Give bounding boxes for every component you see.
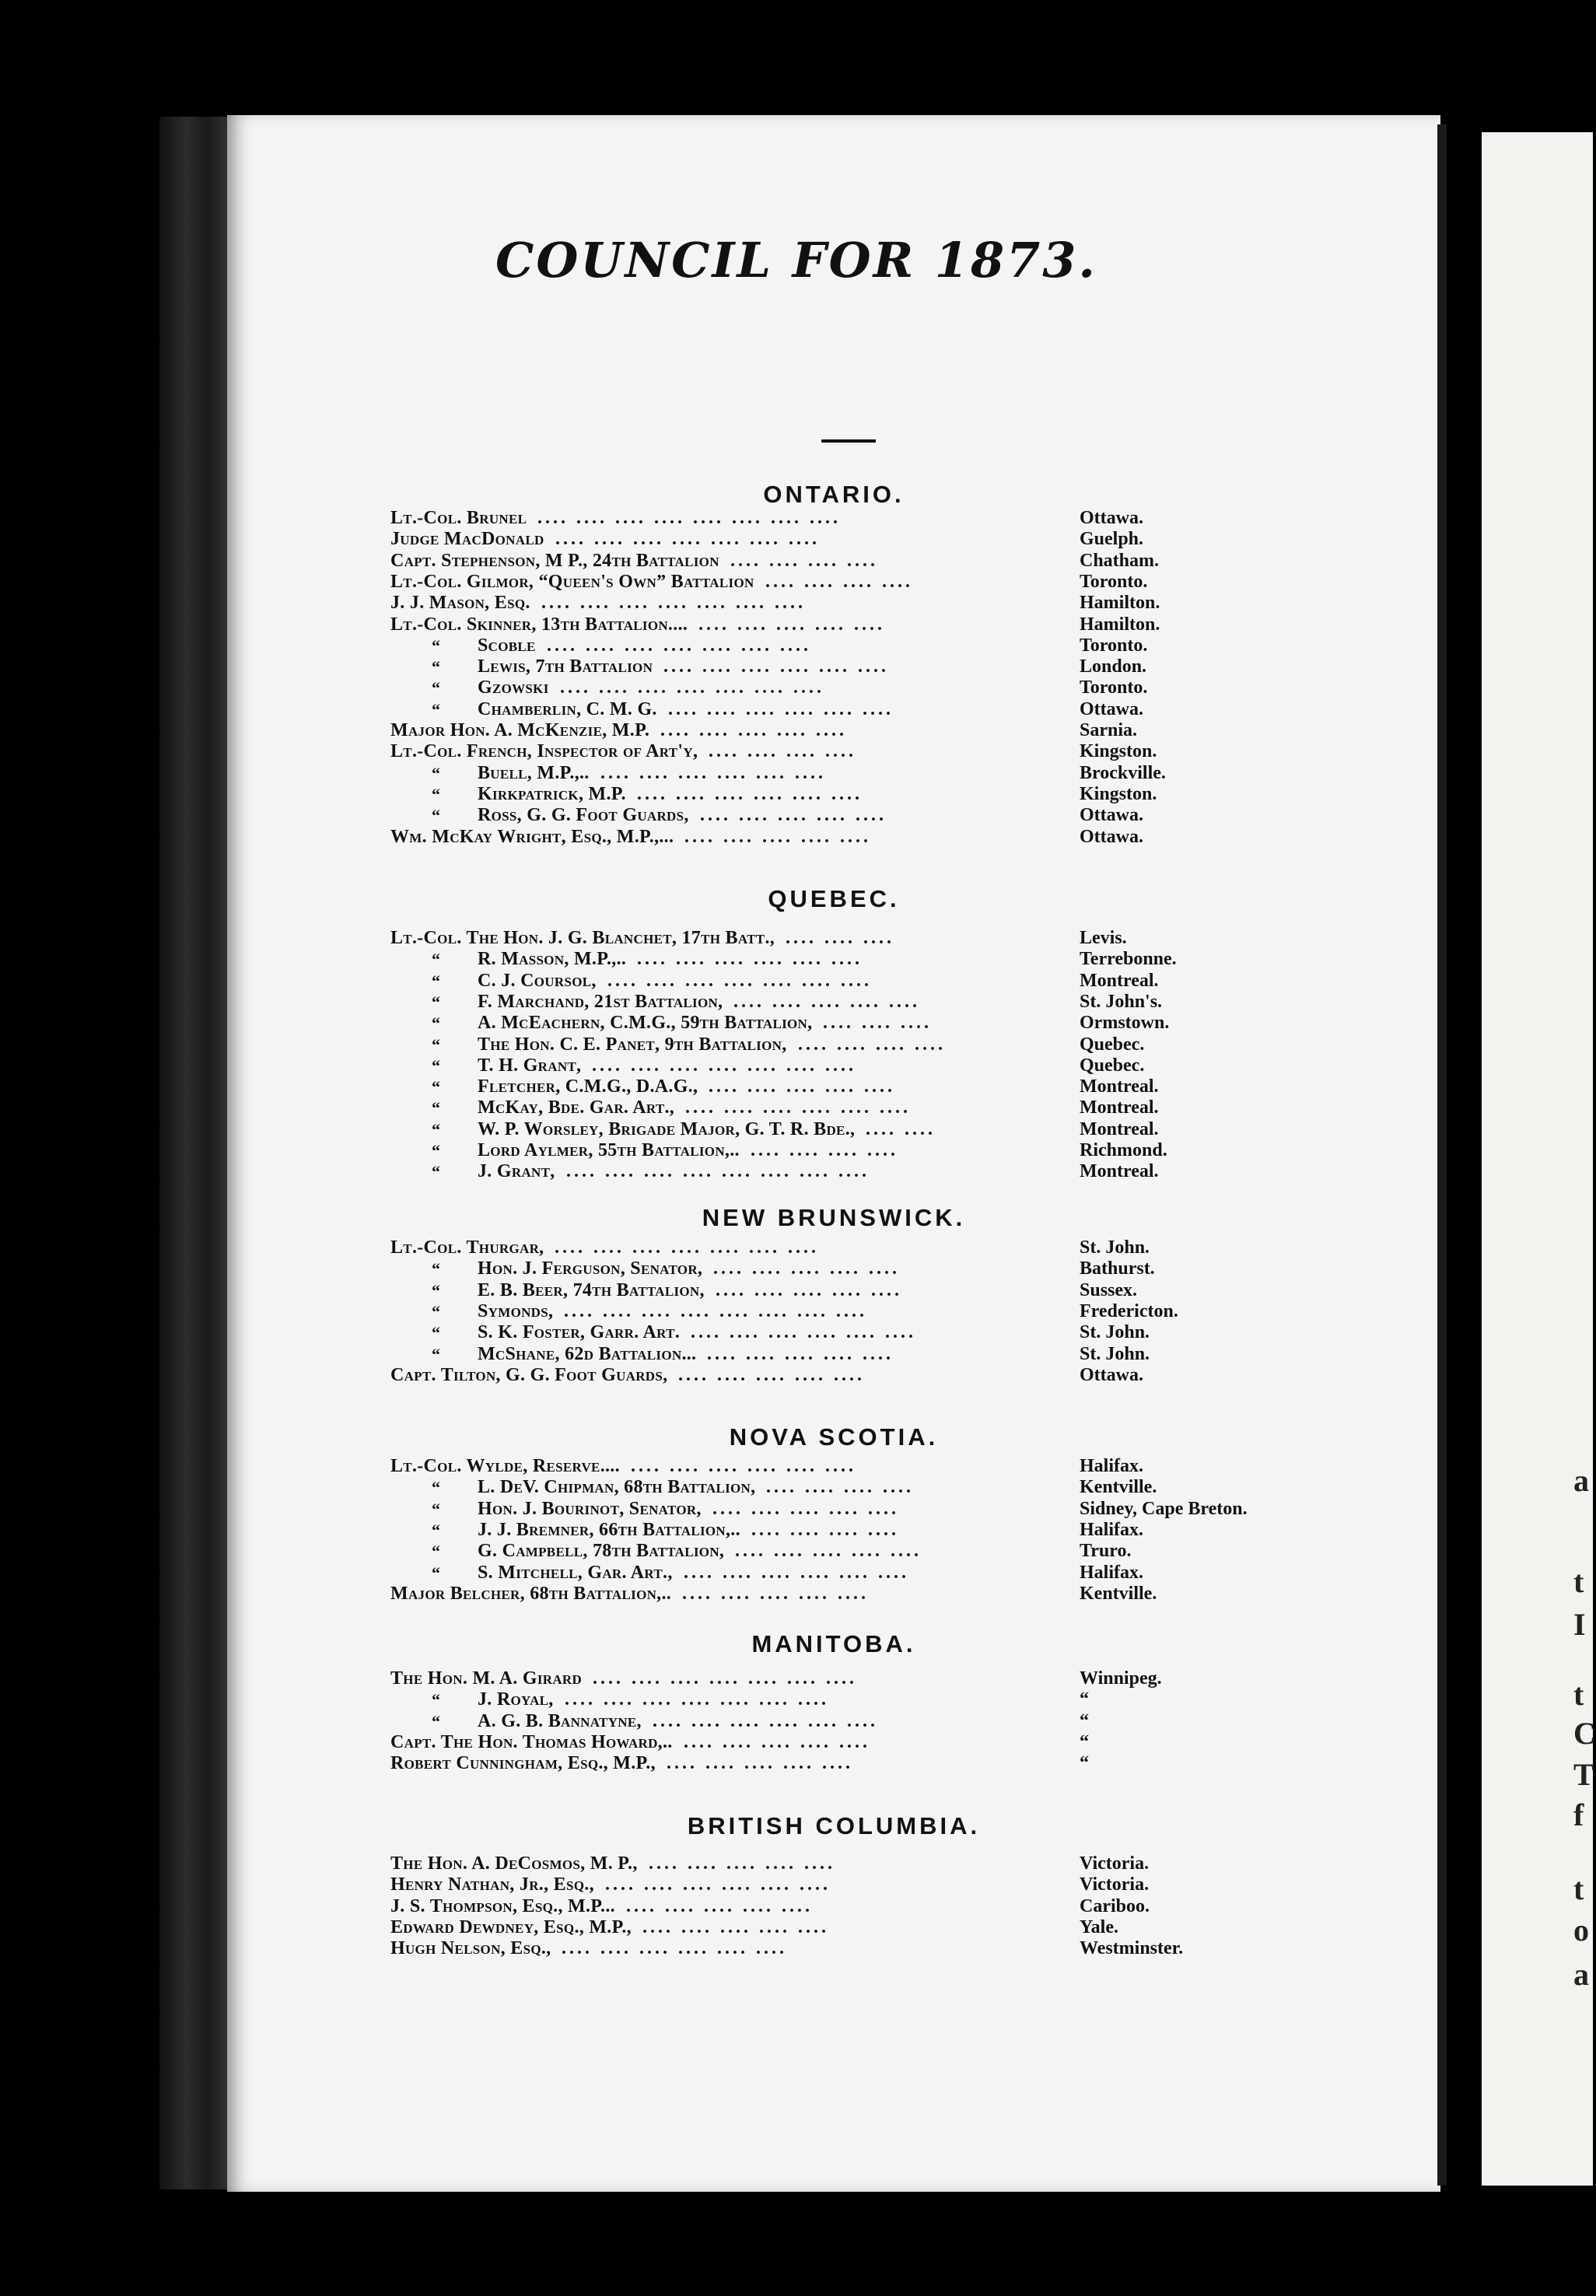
member-name: McKay, Bde. Gar. Art., [478,1097,675,1118]
member-location: Fredericton. [1080,1300,1178,1321]
member-location: “ [1080,1753,1089,1774]
member-location: Ottawa. [1080,508,1143,528]
member-location: Halifax. [1080,1456,1143,1476]
dot-leader: .... .... .... .... [751,1140,898,1160]
member-name: A. McEachern, C.M.G., 59th Battalion, [478,1013,813,1034]
member-name: T. H. Grant, [478,1055,582,1076]
member-name: Lt.-Col. Thurgar, [390,1237,544,1258]
member-name: F. Marchand, 21st Battalion, [478,991,723,1012]
council-entry [0,1584,1593,1605]
ditto-mark: “ [432,1055,440,1076]
council-entry [0,1161,1593,1182]
member-name: Hon. J. Ferguson, Senator, [478,1258,703,1279]
member-location: Sarnia. [1080,720,1138,740]
member-name: Buell, M.P.,.. [478,762,590,783]
member-name: Lewis, 7th Battalion [478,656,653,677]
dot-leader: .... .... .... .... [766,1477,914,1498]
council-entry [0,1322,1593,1343]
member-name: Lt.-Col. Gilmor, “Queen's Own” Battalion [390,571,754,592]
dot-leader: .... .... .... .... .... [735,1541,922,1562]
dot-leader: .... .... .... .... .... [698,614,885,635]
council-entry [0,741,1593,762]
dot-leader: .... .... .... .... [765,571,913,592]
council-entry [0,805,1593,826]
council-entry [0,1258,1593,1279]
adjacent-page-letter: o [1573,1913,1589,1948]
section-heading: NEW BRUNSWICK. [702,1204,966,1231]
dot-leader: .... .... .... .... .... [660,720,847,740]
council-entry [0,656,1593,677]
member-location: Montreal. [1080,1097,1159,1118]
council-entry [0,572,1593,593]
council-entry [0,949,1593,970]
member-location: Chatham. [1080,550,1160,571]
dot-leader: .... .... .... .... .... .... .... .... [566,1161,870,1182]
member-location: Toronto. [1080,635,1148,656]
page-title: COUNCIL FOR 1873. [495,232,1097,289]
member-location: Sidney, Cape Breton. [1080,1498,1248,1519]
council-entry [0,1753,1593,1774]
member-name: Scoble [478,635,536,656]
ditto-mark: “ [432,678,440,698]
council-entry [0,1541,1593,1562]
dot-leader: .... .... .... .... .... [712,1498,899,1519]
dot-leader: .... .... .... .... .... [733,991,920,1012]
member-location: Montreal. [1080,1118,1159,1139]
council-entry [0,1732,1593,1753]
member-location: Hamilton. [1080,593,1160,614]
section-heading: MANITOBA. [751,1630,916,1657]
member-name: Symonds, [478,1300,554,1321]
member-name: Lt.-Col. French, Inspector of Art'y, [390,741,698,762]
member-location: “ [1080,1710,1089,1731]
member-location: Montreal. [1080,1076,1159,1097]
dot-leader: .... .... .... .... .... .... [637,949,863,970]
council-entry [0,1034,1593,1055]
ditto-mark: “ [432,1520,440,1540]
member-name: Major Belcher, 68th Battalion,.. [390,1583,672,1604]
dot-leader: .... .... .... .... .... [684,826,871,847]
council-entry [0,971,1593,992]
dot-leader: .... .... .... .... .... .... [631,1456,856,1476]
member-name: Hugh Nelson, Esq., [390,1938,551,1959]
member-location: Ottawa. [1080,698,1143,719]
dot-leader: .... .... .... .... .... .... [668,698,894,719]
member-location: “ [1080,1689,1089,1710]
member-location: London. [1080,656,1147,677]
council-entry [0,992,1593,1013]
member-name: The Hon. C. E. Panet, 9th Battalion, [478,1034,787,1055]
member-location: Victoria. [1080,1874,1150,1895]
member-name: Edward Dewdney, Esq., M.P., [390,1916,632,1937]
dot-leader: .... .... .... .... .... [626,1895,813,1916]
dot-leader: .... .... .... .... .... .... .... [565,1689,829,1710]
ditto-mark: “ [432,657,440,677]
member-name: The Hon. M. A. Girard [390,1668,583,1689]
dot-leader: .... .... .... .... .... .... [663,656,889,677]
council-entry [0,1055,1593,1076]
council-entry [0,699,1593,720]
ditto-mark: “ [432,1034,440,1055]
member-location: Sussex. [1080,1279,1138,1300]
dot-leader: .... .... .... .... .... .... .... .... [537,508,841,528]
council-entry [0,1499,1593,1520]
member-name: Henry Nathan, Jr., Esq., [390,1874,594,1895]
member-name: Capt. The Hon. Thomas Howard,.. [390,1731,673,1752]
council-entry [0,508,1593,529]
title-divider [821,439,876,443]
council-entry [0,1917,1593,1938]
ditto-mark: “ [432,950,440,970]
member-location: Toronto. [1080,677,1148,698]
dot-leader: .... .... .... .... .... .... .... [607,970,872,991]
adjacent-page-letter: T [1573,1757,1594,1792]
member-location: Kentville. [1080,1477,1157,1498]
dot-leader: .... .... .... .... [730,550,878,571]
adjacent-page-letter: I [1573,1607,1586,1642]
dot-leader: .... .... .... .... .... .... .... [541,593,806,614]
dot-leader: .... .... .... .... .... .... [653,1710,878,1731]
council-entry [0,1711,1593,1732]
member-location: Ottawa. [1080,1364,1143,1385]
council-entry [0,1013,1593,1034]
member-location: Kingston. [1080,741,1157,762]
dot-leader: .... .... .... .... .... .... [562,1938,787,1959]
member-location: Levis. [1080,928,1127,948]
member-name: R. Masson, M.P.,.. [478,949,627,970]
ditto-mark: “ [432,1119,440,1139]
member-name: J. Grant, [478,1161,555,1182]
ditto-mark: “ [432,1690,440,1710]
member-name: Ross, G. G. Foot Guards, [478,805,689,826]
member-location: Kentville. [1080,1583,1157,1604]
member-name: S. Mitchell, Gar. Art., [478,1562,673,1583]
member-name: Gzowski [478,677,549,698]
member-name: Lt.-Col. Wylde, Reserve.... [390,1456,620,1476]
section-heading: QUEBEC. [768,885,900,912]
council-entry [0,1280,1593,1301]
ditto-mark: “ [432,1013,440,1034]
member-name: G. Campbell, 78th Battalion, [478,1541,725,1562]
member-location: Bathurst. [1080,1258,1155,1279]
dot-leader: .... .... .... .... .... [642,1916,829,1937]
council-entry [0,1237,1593,1258]
dot-leader: .... .... .... .... .... [707,1343,894,1364]
member-name: J. S. Thompson, Esq., M.P... [390,1895,615,1916]
ditto-mark: “ [432,763,440,783]
section-heading: BRITISH COLUMBIA. [687,1812,981,1839]
council-entry [0,1097,1593,1118]
member-location: St. John. [1080,1343,1150,1364]
member-location: Terrebonne. [1080,949,1177,970]
dot-leader: .... .... .... [823,1013,932,1034]
council-entry [0,1301,1593,1322]
ditto-mark: “ [432,635,440,656]
dot-leader: .... .... .... .... [709,741,856,762]
dot-leader: .... .... .... .... .... [667,1753,853,1774]
council-entry [0,1140,1593,1161]
council-entry [0,1520,1593,1541]
member-name: Fletcher, C.M.G., D.A.G., [478,1076,698,1097]
member-location: St. John's. [1080,991,1163,1012]
ditto-mark: “ [432,1563,440,1583]
dot-leader: .... .... .... .... .... [709,1076,895,1097]
council-entry [0,1689,1593,1710]
council-entry [0,1938,1593,1959]
dot-leader: .... .... .... .... .... .... .... [555,529,820,550]
member-name: Wm. McKay Wright, Esq., M.P.,... [390,826,674,847]
member-location: Ottawa. [1080,805,1143,826]
dot-leader: .... .... .... .... [751,1519,899,1540]
member-location: Halifax. [1080,1519,1143,1540]
council-entry [0,1896,1593,1917]
member-location: Richmond. [1080,1140,1167,1160]
dot-leader: .... .... .... .... .... .... .... [547,635,811,656]
ditto-mark: “ [432,1499,440,1519]
dot-leader: .... .... .... .... .... [649,1853,835,1874]
member-name: C. J. Coursol, [478,970,597,991]
member-location: Toronto. [1080,571,1148,592]
dot-leader: .... .... .... .... .... [716,1279,902,1300]
member-name: A. G. B. Bannatyne, [478,1710,642,1731]
member-name: McShane, 62d Battalion... [478,1343,697,1364]
dot-leader: .... .... .... .... .... .... .... [555,1237,819,1258]
council-entry [0,1456,1593,1477]
council-entry [0,1477,1593,1498]
council-entry [0,677,1593,698]
council-entry [0,928,1593,949]
member-name: J. J. Bremner, 66th Battalion,.. [478,1519,740,1540]
member-location: Brockville. [1080,762,1166,783]
section-heading: ONTARIO. [763,481,905,508]
council-entry [0,1874,1593,1895]
adjacent-page-letter: t [1573,1871,1584,1906]
member-name: Capt. Tilton, G. G. Foot Guards, [390,1364,668,1385]
ditto-mark: “ [432,1162,440,1182]
member-name: Lt.-Col. The Hon. J. G. Blanchet, 17th Batt., [390,928,775,948]
member-location: Victoria. [1080,1853,1150,1874]
adjacent-page-letter: f [1573,1797,1584,1832]
dot-leader: .... .... .... .... .... .... [685,1097,911,1118]
council-entry [0,1668,1593,1689]
dot-leader: .... .... .... .... .... .... [605,1874,831,1895]
member-location: Quebec. [1080,1034,1145,1055]
council-entry [0,784,1593,805]
dot-leader: .... .... .... .... [798,1034,946,1055]
member-location: St. John. [1080,1237,1150,1258]
member-location: Ormstown. [1080,1013,1170,1034]
dot-leader: .... .... .... .... .... .... [684,1562,909,1583]
ditto-mark: “ [432,1280,440,1300]
member-location: Winnipeg. [1080,1668,1162,1689]
council-entry [0,551,1593,572]
member-location: Montreal. [1080,1161,1159,1182]
dot-leader: .... .... .... .... .... .... [691,1322,916,1343]
council-entry [0,614,1593,635]
dot-leader: .... .... .... .... .... [684,1731,870,1752]
dot-leader: .... .... .... .... .... [700,805,887,826]
member-name: Kirkpatrick, M.P. [478,783,626,804]
ditto-mark: “ [432,699,440,719]
member-location: Halifax. [1080,1562,1143,1583]
council-entry [0,1344,1593,1365]
member-location: Hamilton. [1080,614,1160,635]
member-name: J. J. Mason, Esq. [390,593,530,614]
member-name: J. Royal, [478,1689,554,1710]
council-entry [0,720,1593,741]
member-name: Chamberlin, C. M. G. [478,698,657,719]
member-location: Montreal. [1080,970,1159,991]
dot-leader: .... .... .... .... .... [678,1364,865,1385]
dot-leader: .... .... .... [786,928,894,948]
ditto-mark: “ [432,1542,440,1562]
council-entry [0,763,1593,784]
member-name: The Hon. A. DeCosmos, M. P., [390,1853,638,1874]
member-name: Lord Aylmer, 55th Battalion,.. [478,1140,740,1160]
ditto-mark: “ [432,1344,440,1364]
member-location: Yale. [1080,1916,1118,1937]
ditto-mark: “ [432,784,440,804]
member-location: Westminster. [1080,1938,1184,1959]
adjacent-page-letter: a [1573,1463,1589,1498]
council-entry [0,529,1593,550]
council-entry [0,593,1593,614]
ditto-mark: “ [432,1077,440,1097]
member-name: S. K. Foster, Garr. Art. [478,1322,681,1343]
member-name: W. P. Worsley, Brigade Major, G. T. R. Bde., [478,1118,856,1139]
member-name: L. DeV. Chipman, 68th Battalion, [478,1477,756,1498]
member-location: Quebec. [1080,1055,1145,1076]
dot-leader: .... .... .... .... .... .... .... .... [564,1300,867,1321]
council-entry [0,827,1593,848]
dot-leader: .... .... .... .... .... .... .... [592,1055,856,1076]
dot-leader: .... .... .... .... .... .... .... [560,677,824,698]
dot-leader: .... .... .... .... .... [713,1258,900,1279]
member-name: Robert Cunningham, Esq., M.P., [390,1753,656,1774]
dot-leader: .... .... .... .... .... .... [600,762,826,783]
member-name: Hon. J. Bourinot, Senator, [478,1498,702,1519]
member-location: Cariboo. [1080,1895,1150,1916]
council-entry [0,1853,1593,1874]
member-name: Lt.-Col. Brunel [390,508,527,528]
council-entry [0,1119,1593,1140]
dot-leader: .... .... .... .... .... .... .... [593,1668,857,1689]
ditto-mark: “ [432,1098,440,1118]
ditto-mark: “ [432,1478,440,1498]
ditto-mark: “ [432,971,440,991]
member-location: Truro. [1080,1541,1132,1562]
council-entry [0,1563,1593,1584]
ditto-mark: “ [432,1259,440,1279]
adjacent-page-letter: t [1573,1564,1584,1599]
council-entry [0,1076,1593,1097]
council-entry [0,635,1593,656]
member-location: Guelph. [1080,529,1144,550]
dot-leader: .... .... [866,1118,936,1139]
adjacent-page-letter: t [1573,1677,1584,1712]
adjacent-page-letter: C [1573,1716,1596,1751]
member-name: Judge MacDonald [390,529,544,550]
member-name: Capt. Stephenson, M P., 24th Battalion [390,550,719,571]
member-name: E. B. Beer, 74th Battalion, [478,1279,705,1300]
ditto-mark: “ [432,992,440,1012]
section-heading: NOVA SCOTIA. [729,1423,939,1451]
council-entry [0,1365,1593,1386]
ditto-mark: “ [432,1711,440,1731]
member-location: Ottawa. [1080,826,1143,847]
member-name: Lt.-Col. Skinner, 13th Battalion.... [390,614,688,635]
ditto-mark: “ [432,1141,440,1160]
member-name: Major Hon. A. McKenzie, M.P. [390,720,650,740]
ditto-mark: “ [432,1323,440,1343]
member-location: St. John. [1080,1322,1150,1343]
dot-leader: .... .... .... .... .... [682,1583,869,1604]
member-location: “ [1080,1731,1089,1752]
adjacent-page-letter: a [1573,1957,1589,1992]
ditto-mark: “ [432,1301,440,1321]
dot-leader: .... .... .... .... .... .... [637,783,863,804]
member-location: Kingston. [1080,783,1157,804]
ditto-mark: “ [432,806,440,826]
